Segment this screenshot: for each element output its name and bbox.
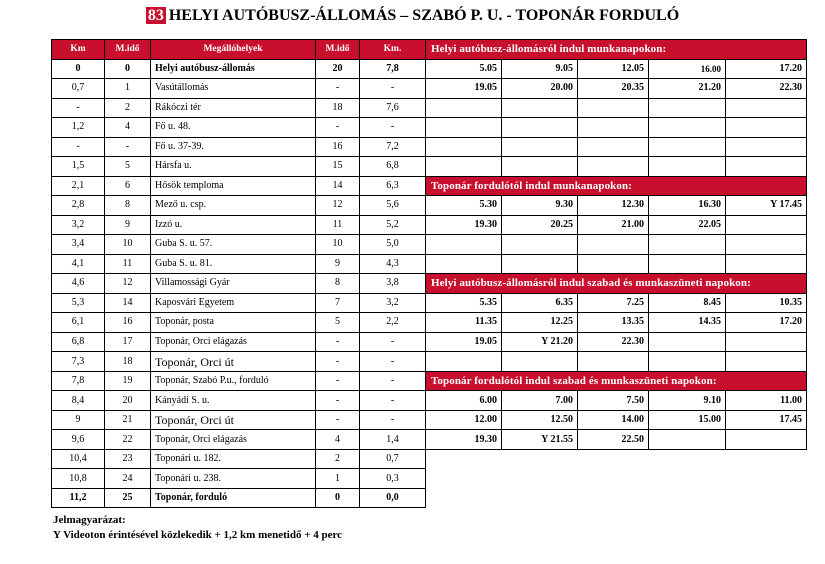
legend xyxy=(53,513,342,543)
stop-km: 10,4 xyxy=(52,449,105,469)
stop-km: 3,2 xyxy=(52,215,105,235)
stop-km: 7,8 xyxy=(52,371,105,391)
departure-row xyxy=(426,391,807,411)
departure-row xyxy=(426,313,807,333)
departure-time: 9.30 xyxy=(502,196,578,216)
section-workday-from-station-title: Helyi autóbusz-állomásról indul munkanapokon: xyxy=(426,40,807,60)
empty-cell xyxy=(426,157,502,177)
stop-mido: 4 xyxy=(105,118,151,138)
stop-mido: 6 xyxy=(105,176,151,196)
departure-time: 14.35 xyxy=(649,313,726,333)
empty-cell xyxy=(426,352,502,372)
stop-row xyxy=(52,352,426,372)
stop-km-back: 4,3 xyxy=(360,254,426,274)
stop-km: 11,2 xyxy=(52,488,105,508)
stop-row xyxy=(52,98,426,118)
empty-cell xyxy=(726,254,807,274)
stop-mido: 11 xyxy=(105,254,151,274)
departure-time: 21.00 xyxy=(578,215,649,235)
stop-row xyxy=(52,391,426,411)
legend-text: Y Videoton érintésével közlekedik + 1,2 km menetidő + 4 perc xyxy=(53,529,343,541)
section-holiday-from-toponar-title: Toponár fordulótól indul szabad és munkaszüneti napokon: xyxy=(426,371,807,391)
stop-km: - xyxy=(52,98,105,118)
stop-mido: 1 xyxy=(105,79,151,99)
stop-mido-back: 8 xyxy=(316,274,360,294)
empty-departure-row xyxy=(426,137,807,157)
stop-row xyxy=(52,410,426,430)
departure-time: 9.05 xyxy=(502,59,578,79)
stop-km: 4,6 xyxy=(52,274,105,294)
empty-cell xyxy=(578,235,649,255)
stop-km-back: 0,7 xyxy=(360,449,426,469)
departure-time: 19.05 xyxy=(426,332,502,352)
empty-cell xyxy=(578,98,649,118)
stop-km: 4,1 xyxy=(52,254,105,274)
empty-cell xyxy=(578,157,649,177)
departure-time: 5.35 xyxy=(426,293,502,313)
section-header-row xyxy=(426,274,807,294)
departure-time xyxy=(726,332,807,352)
stop-name: Toponár, Orci elágazás xyxy=(151,332,316,352)
departure-time: 6.35 xyxy=(502,293,578,313)
stop-mido-back: - xyxy=(316,371,360,391)
departure-time: 9.10 xyxy=(649,391,726,411)
section-header-row xyxy=(426,176,807,196)
departure-time: 12.50 xyxy=(502,410,578,430)
stop-name: Rákóczi tér xyxy=(151,98,316,118)
empty-cell xyxy=(502,157,578,177)
stop-mido-back: 18 xyxy=(316,98,360,118)
empty-cell xyxy=(726,98,807,118)
stop-km: 0,7 xyxy=(52,79,105,99)
stop-mido: 5 xyxy=(105,157,151,177)
empty-cell xyxy=(426,254,502,274)
empty-cell xyxy=(649,118,726,138)
stop-row xyxy=(52,118,426,138)
departures-body xyxy=(426,40,807,450)
departure-time: Y 21.55 xyxy=(502,430,578,450)
stop-km-back: 5,6 xyxy=(360,196,426,216)
empty-cell xyxy=(426,118,502,138)
empty-cell xyxy=(726,157,807,177)
empty-cell xyxy=(726,235,807,255)
stop-km-back: 3,2 xyxy=(360,293,426,313)
departure-time: 20.35 xyxy=(578,79,649,99)
stop-row xyxy=(52,371,426,391)
stop-km: 3,4 xyxy=(52,235,105,255)
empty-cell xyxy=(649,254,726,274)
departure-row xyxy=(426,215,807,235)
departure-time: 12.25 xyxy=(502,313,578,333)
departure-time: 13.35 xyxy=(578,313,649,333)
stop-km: 2,8 xyxy=(52,196,105,216)
stop-mido: 14 xyxy=(105,293,151,313)
stop-mido: 12 xyxy=(105,274,151,294)
stop-name: Izzó u. xyxy=(151,215,316,235)
stop-name: Toponár, Szabó P.u., forduló xyxy=(151,371,316,391)
stop-name: Toponár, forduló xyxy=(151,488,316,508)
stop-mido: 22 xyxy=(105,430,151,450)
stop-row xyxy=(52,449,426,469)
stops-body xyxy=(52,59,426,508)
stop-mido-back: 0 xyxy=(316,488,360,508)
stop-name: Helyi autóbusz-állomás xyxy=(151,59,316,79)
stop-km-back: 3,8 xyxy=(360,274,426,294)
stop-km-back: 7,8 xyxy=(360,59,426,79)
stop-row xyxy=(52,332,426,352)
departure-time: 12.05 xyxy=(578,59,649,79)
empty-departure-row xyxy=(426,254,807,274)
stop-mido-back: 12 xyxy=(316,196,360,216)
stop-km: 2,1 xyxy=(52,176,105,196)
stop-mido: 8 xyxy=(105,196,151,216)
departure-time: 17.20 xyxy=(726,313,807,333)
departure-time: 22.50 xyxy=(578,430,649,450)
stop-km-back: - xyxy=(360,410,426,430)
stop-mido: 10 xyxy=(105,235,151,255)
stop-name: Fő u. 48. xyxy=(151,118,316,138)
header-mido-back: M.idő xyxy=(316,40,360,60)
stop-mido: 25 xyxy=(105,488,151,508)
empty-cell xyxy=(502,137,578,157)
stop-km-back: 7,6 xyxy=(360,98,426,118)
stop-km-back: 1,4 xyxy=(360,430,426,450)
stop-name: Kányádi S. u. xyxy=(151,391,316,411)
departure-time: 7.25 xyxy=(578,293,649,313)
stop-mido-back: 16 xyxy=(316,137,360,157)
section-holiday-from-station-title: Helyi autóbusz-állomásról indul szabad és munkaszüneti napokon: xyxy=(426,274,807,294)
departure-time: 19.30 xyxy=(426,430,502,450)
stop-mido-back: 15 xyxy=(316,157,360,177)
departure-time xyxy=(726,215,807,235)
stop-mido: 9 xyxy=(105,215,151,235)
departure-time: 19.30 xyxy=(426,215,502,235)
empty-cell xyxy=(726,352,807,372)
stop-name: Hársfa u. xyxy=(151,157,316,177)
stop-name: Toponár, Orci út xyxy=(151,352,316,372)
departure-time: 7.50 xyxy=(578,391,649,411)
departure-row xyxy=(426,293,807,313)
departure-row xyxy=(426,59,807,79)
empty-cell xyxy=(649,98,726,118)
stop-km-back: - xyxy=(360,352,426,372)
stop-row xyxy=(52,215,426,235)
route-number-badge: 83 xyxy=(147,7,164,24)
departure-time: 21.20 xyxy=(649,79,726,99)
stop-name: Toponári u. 238. xyxy=(151,469,316,489)
empty-cell xyxy=(726,137,807,157)
stop-name: Fő u. 37-39. xyxy=(151,137,316,157)
departure-time: 22.30 xyxy=(726,79,807,99)
stop-km: 6,1 xyxy=(52,313,105,333)
empty-cell xyxy=(578,352,649,372)
stop-mido-back: - xyxy=(316,391,360,411)
empty-cell xyxy=(726,118,807,138)
stop-mido: 23 xyxy=(105,449,151,469)
departure-time: 20.25 xyxy=(502,215,578,235)
stop-km: 0 xyxy=(52,59,105,79)
header-mido: M.idő xyxy=(105,40,151,60)
stop-km: 7,3 xyxy=(52,352,105,372)
departure-time: Y 17.45 xyxy=(726,196,807,216)
stops-header-row xyxy=(52,40,426,60)
stop-mido: 21 xyxy=(105,410,151,430)
stop-name: Mező u. csp. xyxy=(151,196,316,216)
stop-mido-back: 7 xyxy=(316,293,360,313)
stop-row xyxy=(52,137,426,157)
stop-name: Kaposvári Egyetem xyxy=(151,293,316,313)
stop-mido-back: 20 xyxy=(316,59,360,79)
empty-cell xyxy=(426,98,502,118)
departure-time: 15.00 xyxy=(649,410,726,430)
stop-km: 8,4 xyxy=(52,391,105,411)
stop-name: Toponár, posta xyxy=(151,313,316,333)
stop-mido-back: 14 xyxy=(316,176,360,196)
empty-cell xyxy=(649,235,726,255)
empty-cell xyxy=(578,254,649,274)
stop-mido-back: 4 xyxy=(316,430,360,450)
stop-name: Toponár, Orci út xyxy=(151,410,316,430)
stop-mido: 16 xyxy=(105,313,151,333)
departure-time: 11.35 xyxy=(426,313,502,333)
departure-row xyxy=(426,332,807,352)
stop-row xyxy=(52,196,426,216)
empty-cell xyxy=(649,137,726,157)
stop-km: 6,8 xyxy=(52,332,105,352)
empty-cell xyxy=(502,98,578,118)
departure-time: 17.45 xyxy=(726,410,807,430)
stop-name: Villamossági Gyár xyxy=(151,274,316,294)
stop-mido: 0 xyxy=(105,59,151,79)
departure-time xyxy=(726,430,807,450)
stop-row xyxy=(52,488,426,508)
empty-cell xyxy=(426,137,502,157)
empty-cell xyxy=(502,352,578,372)
route-title: HELYI AUTÓBUSZ-ÁLLOMÁS – SZABÓ P. U. - TOPONÁR FORDULÓ xyxy=(168,7,680,24)
stop-row xyxy=(52,430,426,450)
departure-time: 10.35 xyxy=(726,293,807,313)
stop-km: 5,3 xyxy=(52,293,105,313)
stop-row xyxy=(52,79,426,99)
departure-time: 5.30 xyxy=(426,196,502,216)
stop-mido: 18 xyxy=(105,352,151,372)
stop-row xyxy=(52,469,426,489)
stop-km-back: 0,3 xyxy=(360,469,426,489)
stop-row xyxy=(52,176,426,196)
departure-time: 11.00 xyxy=(726,391,807,411)
departure-time xyxy=(649,430,726,450)
departure-time: 22.30 xyxy=(578,332,649,352)
stop-km-back: 0,0 xyxy=(360,488,426,508)
departure-time: 6.00 xyxy=(426,391,502,411)
stop-row xyxy=(52,235,426,255)
empty-departure-row xyxy=(426,118,807,138)
stop-mido-back: 2 xyxy=(316,449,360,469)
stop-row xyxy=(52,254,426,274)
stop-mido-back: - xyxy=(316,332,360,352)
empty-cell xyxy=(649,157,726,177)
stop-mido-back: 1 xyxy=(316,469,360,489)
departure-time: 7.00 xyxy=(502,391,578,411)
legend-title: Jelmagyarázat: xyxy=(53,514,126,526)
stop-mido-back: - xyxy=(316,352,360,372)
departure-time: 16.00 xyxy=(649,59,726,79)
departure-time: 20.00 xyxy=(502,79,578,99)
stop-mido-back: 11 xyxy=(316,215,360,235)
stop-mido-back: - xyxy=(316,118,360,138)
stop-row xyxy=(52,157,426,177)
empty-departure-row xyxy=(426,352,807,372)
empty-cell xyxy=(426,235,502,255)
departure-row xyxy=(426,79,807,99)
empty-departure-row xyxy=(426,98,807,118)
stop-row xyxy=(52,59,426,79)
section-header-row xyxy=(426,40,807,60)
stop-km-back: - xyxy=(360,391,426,411)
stop-row xyxy=(52,313,426,333)
stop-km-back: - xyxy=(360,332,426,352)
departure-time: Y 21.20 xyxy=(502,332,578,352)
departure-row xyxy=(426,196,807,216)
stop-mido: 20 xyxy=(105,391,151,411)
stop-km-back: 5,2 xyxy=(360,215,426,235)
stop-mido: 17 xyxy=(105,332,151,352)
empty-departure-row xyxy=(426,235,807,255)
stop-km: 1,5 xyxy=(52,157,105,177)
stop-km: - xyxy=(52,137,105,157)
stop-row xyxy=(52,293,426,313)
stops-table xyxy=(51,39,426,508)
empty-cell xyxy=(578,137,649,157)
page-title xyxy=(0,7,825,25)
empty-cell xyxy=(578,118,649,138)
stop-km-back: 7,2 xyxy=(360,137,426,157)
departure-time: 16.30 xyxy=(649,196,726,216)
departure-time: 14.00 xyxy=(578,410,649,430)
stop-mido-back: - xyxy=(316,410,360,430)
stop-km-back: - xyxy=(360,79,426,99)
stop-row xyxy=(52,274,426,294)
departure-row xyxy=(426,430,807,450)
stop-mido: - xyxy=(105,137,151,157)
departure-time: 5.05 xyxy=(426,59,502,79)
stop-km: 9,6 xyxy=(52,430,105,450)
stop-name: Hősök temploma xyxy=(151,176,316,196)
stop-mido-back: - xyxy=(316,79,360,99)
stop-km-back: 2,2 xyxy=(360,313,426,333)
departure-time: 22.05 xyxy=(649,215,726,235)
stop-km: 9 xyxy=(52,410,105,430)
stop-km-back: 6,3 xyxy=(360,176,426,196)
departure-time xyxy=(649,332,726,352)
empty-cell xyxy=(502,254,578,274)
stop-mido: 24 xyxy=(105,469,151,489)
stop-km: 1,2 xyxy=(52,118,105,138)
stop-km-back: 5,0 xyxy=(360,235,426,255)
stop-name: Toponári u. 182. xyxy=(151,449,316,469)
stop-km-back: - xyxy=(360,118,426,138)
stop-mido-back: 10 xyxy=(316,235,360,255)
stop-km: 10,8 xyxy=(52,469,105,489)
empty-cell xyxy=(502,235,578,255)
departure-time: 12.30 xyxy=(578,196,649,216)
stop-mido-back: 9 xyxy=(316,254,360,274)
empty-departure-row xyxy=(426,157,807,177)
stop-name: Toponár, Orci elágazás xyxy=(151,430,316,450)
stop-km-back: 6,8 xyxy=(360,157,426,177)
empty-cell xyxy=(502,118,578,138)
stop-name: Guba S. u. 81. xyxy=(151,254,316,274)
header-km: Km xyxy=(52,40,105,60)
departure-time: 17.20 xyxy=(726,59,807,79)
departure-time: 19.05 xyxy=(426,79,502,99)
departures-table xyxy=(425,39,807,450)
stop-mido: 19 xyxy=(105,371,151,391)
stop-km-back: - xyxy=(360,371,426,391)
header-km-back: Km. xyxy=(360,40,426,60)
empty-cell xyxy=(649,352,726,372)
stop-name: Guba S. u. 57. xyxy=(151,235,316,255)
stop-name: Vasútállomás xyxy=(151,79,316,99)
stop-mido-back: 5 xyxy=(316,313,360,333)
departure-time: 8.45 xyxy=(649,293,726,313)
departure-time: 12.00 xyxy=(426,410,502,430)
stop-mido: 2 xyxy=(105,98,151,118)
section-header-row xyxy=(426,371,807,391)
section-workday-from-toponar-title: Toponár fordulótól indul munkanapokon: xyxy=(426,176,807,196)
departure-row xyxy=(426,410,807,430)
header-stop: Megállóhelyek xyxy=(151,40,316,60)
